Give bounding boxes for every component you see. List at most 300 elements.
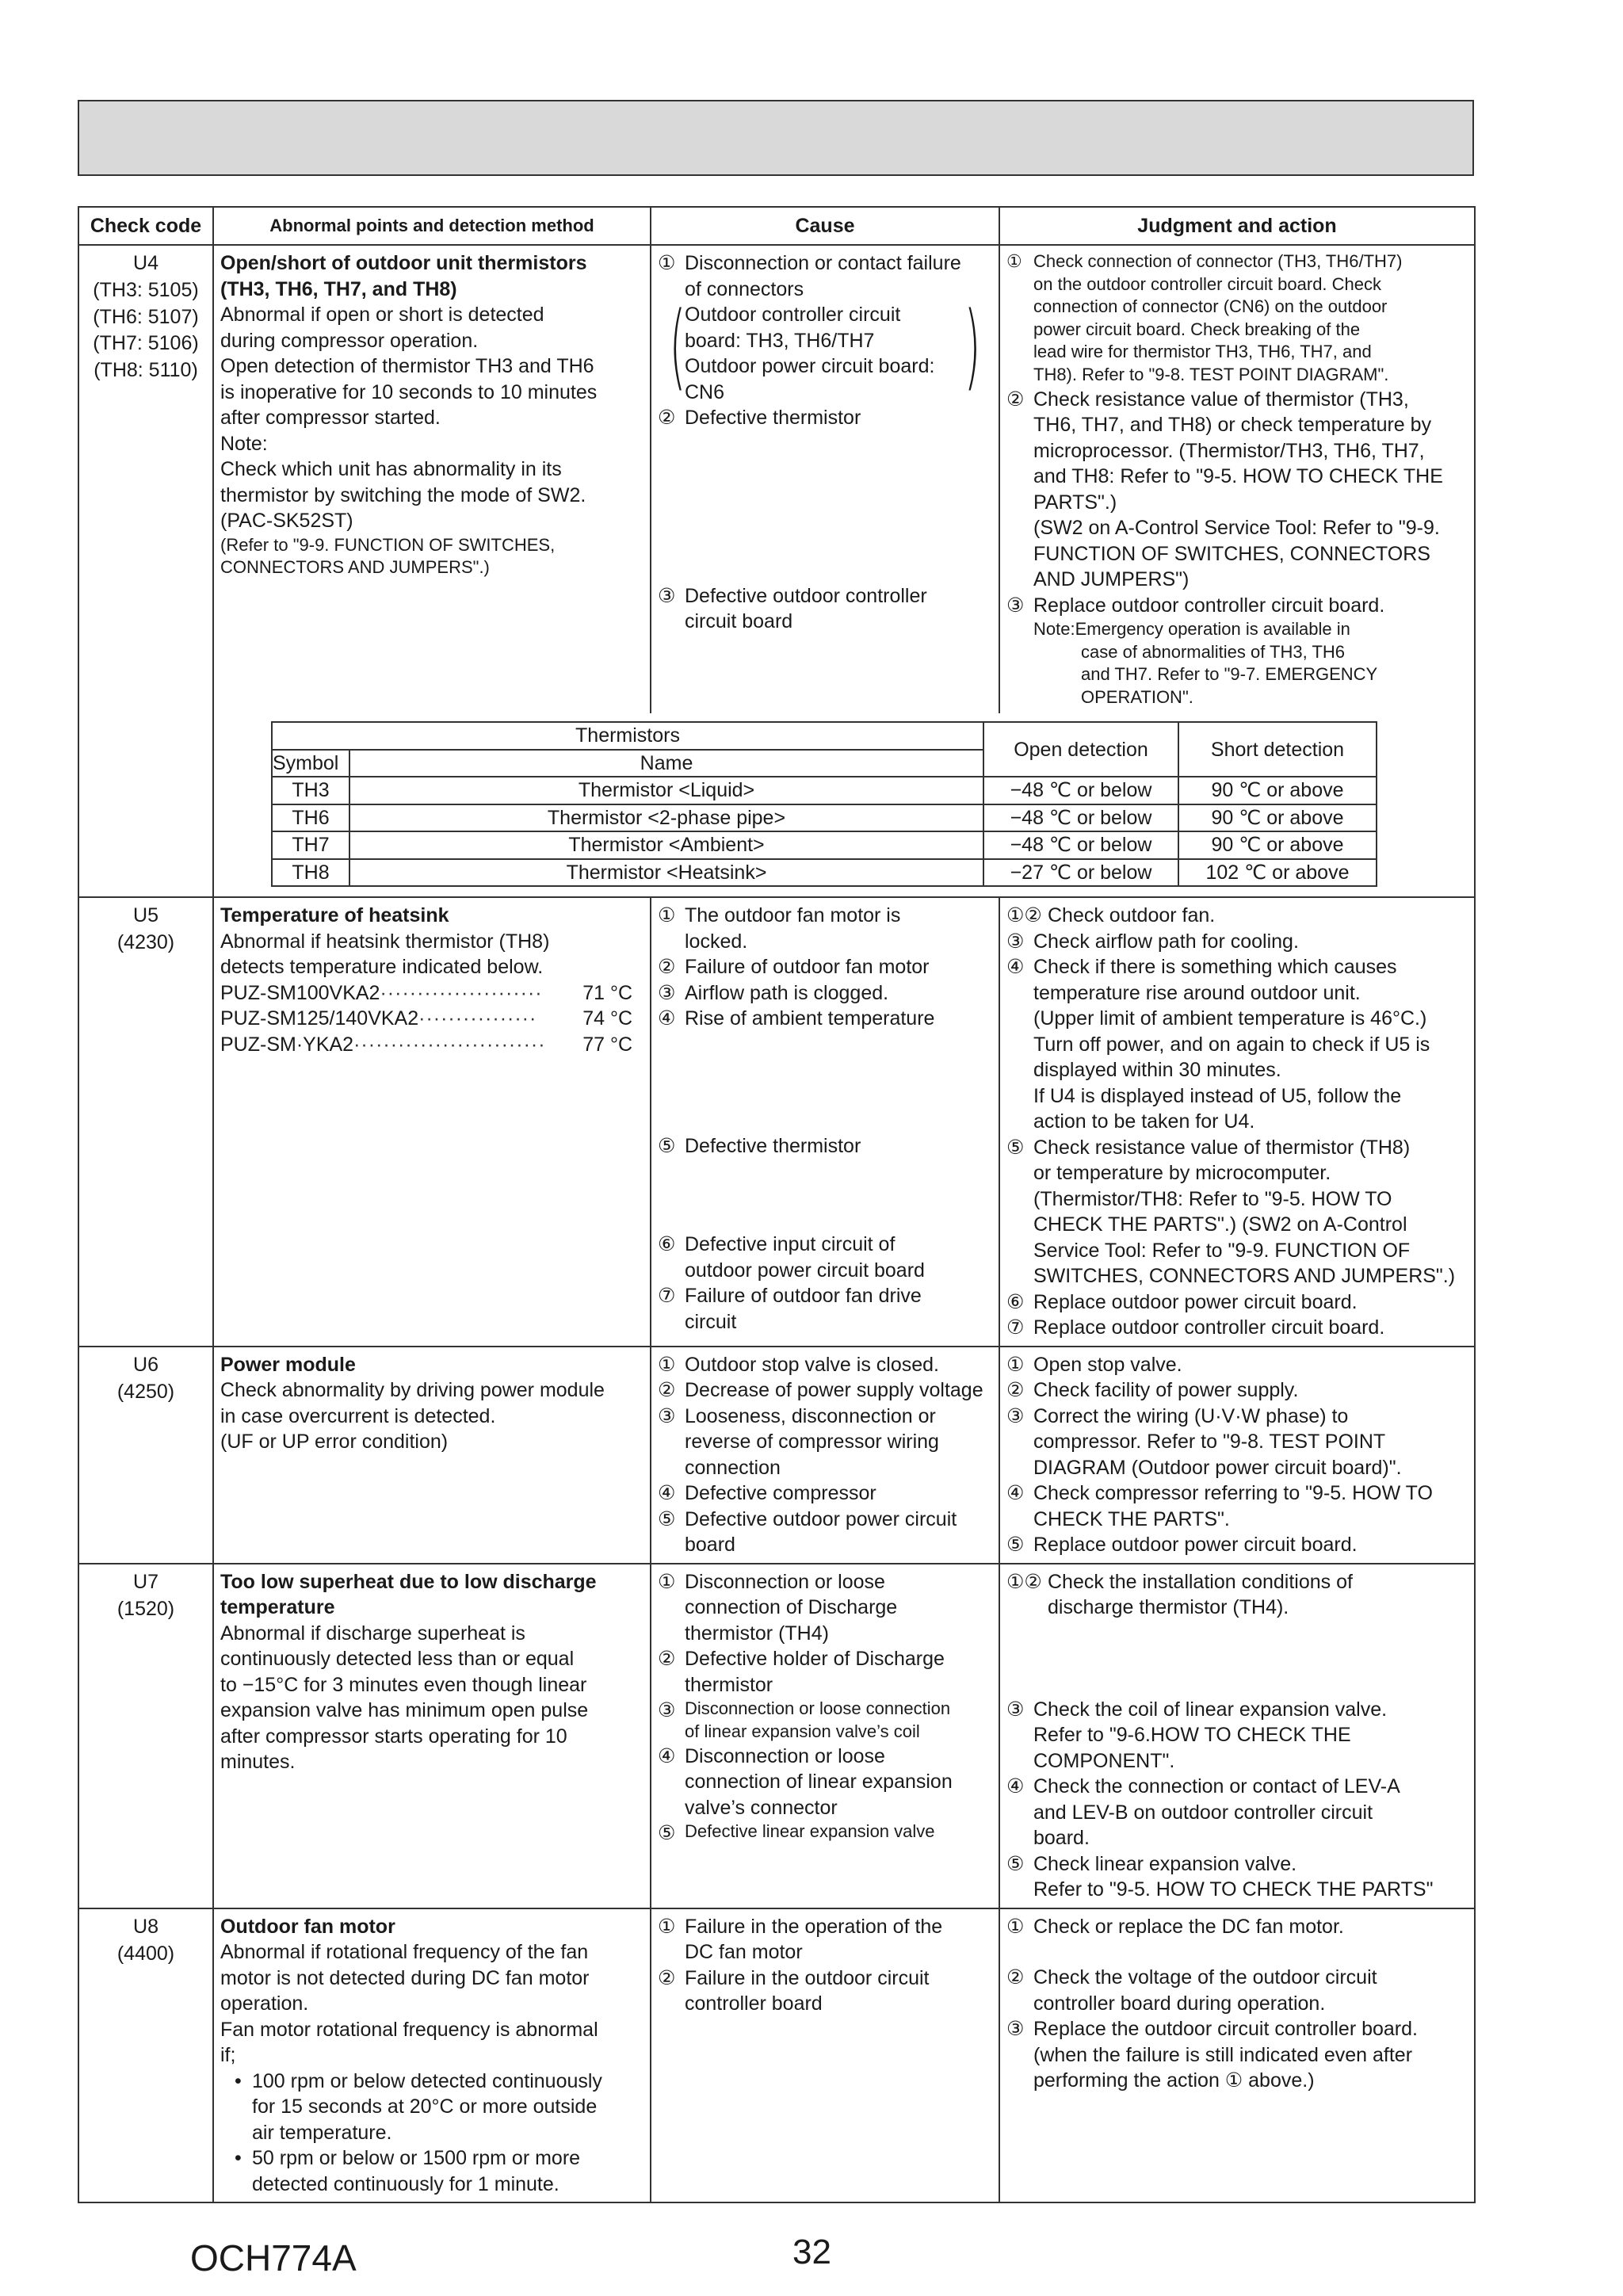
title-line: Open/short of outdoor unit thermistors xyxy=(220,252,587,274)
item-number: ③ xyxy=(1006,1404,1025,1427)
item-number: ② xyxy=(658,407,676,429)
item-line: board xyxy=(685,1534,735,1557)
thermistor-table xyxy=(271,721,1377,887)
text-line: continuously detected less than or equal xyxy=(220,1648,575,1671)
table-header-row xyxy=(78,207,1475,245)
item-text xyxy=(1033,593,1468,709)
model-name: PUZ-SM125/140VKA2 xyxy=(220,1007,419,1030)
row-u6 xyxy=(78,1347,1475,1564)
check-code-line: U4 xyxy=(133,252,158,274)
col-judgment: Judgment and action xyxy=(999,207,1475,245)
model-temperature: 71 °C xyxy=(582,981,632,1004)
thermistor-short: 102 ℃ or above xyxy=(1178,859,1377,887)
item-line: Turn off power, and on again to check if U5 is xyxy=(1033,1033,1430,1056)
numbered-item xyxy=(1006,1965,1468,2016)
item-number: ⑤ xyxy=(658,1134,676,1157)
numbered-item xyxy=(1006,954,1468,1135)
item-text xyxy=(685,1480,992,1507)
item-number: ⑤ xyxy=(658,1822,676,1845)
text-line: expansion valve has minimum open pulse xyxy=(220,1699,589,1722)
model-name: PUZ-SM·YKA2 xyxy=(220,1033,354,1056)
text-line: Note: xyxy=(220,432,268,455)
item-line: Check the coil of linear expansion valve. xyxy=(1033,1698,1388,1721)
thermistor-symbol-header: Symbol xyxy=(272,750,349,777)
lines-block xyxy=(220,1377,643,1455)
item-text xyxy=(685,1232,992,1283)
numbered-item xyxy=(1006,1315,1468,1341)
item-number: ③ xyxy=(1006,930,1025,953)
item-number: ③ xyxy=(658,981,676,1004)
text-line: Outdoor controller circuit xyxy=(685,304,901,326)
item-line: Outdoor stop valve is closed. xyxy=(685,1353,939,1376)
item-number: ① xyxy=(658,1570,676,1593)
item-line: Replace the outdoor circuit controller board. xyxy=(1033,2018,1418,2041)
bullet-mark: • xyxy=(235,2147,242,2170)
thermistor-open-header: Open detection xyxy=(983,722,1178,777)
check-code-line: (TH3: 5105) xyxy=(93,278,199,301)
item-line: Check the installation conditions of xyxy=(1048,1570,1353,1593)
page-number: 32 xyxy=(792,2233,831,2271)
codes-block xyxy=(86,903,206,957)
item-line: microprocessor. (Thermistor/TH3, TH6, TH7, xyxy=(1033,439,1425,462)
item-text xyxy=(685,1006,992,1032)
item-line: Check the voltage of the outdoor circuit xyxy=(1033,1966,1377,1989)
item-text xyxy=(685,1283,992,1335)
text-line: Check abnormality by driving power module xyxy=(220,1379,605,1402)
item-line: Rise of ambient temperature xyxy=(685,1007,935,1030)
leader-dots: ······················ xyxy=(380,981,543,1004)
item-number: ② xyxy=(658,1379,676,1402)
u6-title: Power module xyxy=(220,1353,356,1376)
item-line: Check resistance value of thermistor (TH8) xyxy=(1033,1136,1411,1159)
item-line: PARTS".) xyxy=(1033,491,1117,514)
numbered-block xyxy=(1006,593,1468,709)
thermistor-row xyxy=(272,831,1377,859)
item-text xyxy=(1033,1352,1468,1378)
row-u4 xyxy=(78,245,1475,713)
code-u7 xyxy=(78,1564,213,1908)
title-line: (TH3, TH6, TH7, and TH8) xyxy=(220,277,457,300)
item-line: SWITCHES, CONNECTORS AND JUMPERS".) xyxy=(1033,1265,1456,1288)
check-code-line: U8 xyxy=(133,1915,158,1938)
thermistor-header-row xyxy=(272,722,1377,750)
numbered-item xyxy=(658,1507,992,1558)
text-line: board: TH3, TH6/TH7 xyxy=(685,329,875,352)
col-cause: Cause xyxy=(651,207,999,245)
numbered-block xyxy=(658,405,992,431)
numbered-list xyxy=(658,903,992,1032)
item-line: and LEV-B on outdoor controller circuit xyxy=(1033,1801,1373,1824)
item-line: Looseness, disconnection or xyxy=(685,1404,936,1427)
judgment-u7 xyxy=(999,1564,1475,1908)
item-number: ⑤ xyxy=(1006,1534,1025,1557)
numbered-item xyxy=(1006,387,1468,593)
item-line: Disconnection or loose xyxy=(685,1744,885,1767)
item-text xyxy=(685,1569,992,1647)
item-line: connection of Discharge xyxy=(685,1596,898,1619)
cause-u4 xyxy=(651,245,999,713)
text-line: in case overcurrent is detected. xyxy=(220,1404,496,1427)
item-text xyxy=(1033,1965,1468,2016)
lines-block xyxy=(685,302,965,405)
numbered-item xyxy=(658,250,992,302)
item-number: ⑤ xyxy=(1006,1136,1025,1159)
u5-title: Temperature of heatsink xyxy=(220,904,449,927)
thermistor-rows xyxy=(272,777,1377,886)
item-line: and TH7. Refer to "9-7. EMERGENCY xyxy=(1081,664,1378,685)
item-number: ② xyxy=(658,1966,676,1989)
title-line: temperature xyxy=(220,1596,335,1619)
item-number: ⑦ xyxy=(658,1285,676,1308)
cause-u4-paren: ( ) Outdoor controller circuit board: TH3, TH6/TH7 Outdoor power circuit board: CN6 xyxy=(658,302,992,405)
item-line: connection of connector (CN6) on the outdoor xyxy=(1033,296,1388,317)
thermistor-short: 90 ℃ or above xyxy=(1178,777,1377,804)
model-line xyxy=(220,980,632,1007)
item-line: Defective outdoor controller xyxy=(685,584,927,607)
thermistor-symbol: TH8 xyxy=(272,859,349,887)
item-line: locked. xyxy=(685,930,748,953)
item-line: Correct the wiring (U·V·W phase) to xyxy=(1033,1404,1349,1427)
item-line: connection xyxy=(685,1456,781,1479)
numbered-item xyxy=(658,980,992,1007)
lines-block xyxy=(220,534,643,579)
numbered-item xyxy=(1006,1914,1468,1940)
item-line: reverse of compressor wiring xyxy=(685,1431,939,1454)
text-line: Abnormal if heatsink thermistor (TH8) xyxy=(220,930,550,953)
numbered-item xyxy=(658,1646,992,1698)
item-line: Replace outdoor power circuit board. xyxy=(1033,1290,1358,1313)
item-line: circuit xyxy=(685,1310,737,1333)
text-line: detects temperature indicated below. xyxy=(220,956,544,979)
item-text xyxy=(685,1966,992,2017)
numbered-item xyxy=(1006,1135,1468,1289)
item-text xyxy=(685,1820,992,1847)
text-line: (PAC-SK52ST) xyxy=(220,510,353,532)
numbered-item xyxy=(1006,1774,1468,1851)
numbered-list xyxy=(658,1352,992,1558)
item-text xyxy=(1048,1569,1468,1621)
judgment-u6 xyxy=(999,1347,1475,1564)
thermistor-name: Thermistor <2-phase pipe> xyxy=(349,804,983,832)
item-text xyxy=(1033,1377,1468,1404)
item-line: outdoor power circuit board xyxy=(685,1259,925,1282)
leader-dots: ·························· xyxy=(353,1033,546,1056)
title-line: Too low superheat due to low discharge xyxy=(220,1570,597,1593)
numbered-item xyxy=(658,1744,992,1821)
numbered-item xyxy=(1006,2016,1468,2094)
item-number: ① xyxy=(1006,1915,1025,1938)
numbered-item xyxy=(658,1914,992,1966)
bullet-text xyxy=(252,2145,580,2197)
item-line: thermistor xyxy=(685,1673,773,1696)
item-text xyxy=(685,1404,992,1481)
item-number: ① xyxy=(658,252,676,274)
item-text xyxy=(1033,1404,1468,1481)
item-line: Defective compressor xyxy=(685,1482,876,1505)
item-line: Check resistance value of thermistor (TH3, xyxy=(1033,388,1409,411)
numbered-item xyxy=(1006,903,1468,929)
item-line: TH6, TH7, and TH8) or check temperature by xyxy=(1033,414,1432,437)
text-line: is inoperative for 10 seconds to 10 minutes xyxy=(220,380,598,403)
item-text xyxy=(685,1744,992,1821)
header-bar xyxy=(78,100,1474,176)
item-line: Failure of outdoor fan motor xyxy=(685,956,930,979)
numbered-list xyxy=(658,1232,992,1335)
model-temperature: 77 °C xyxy=(582,1033,632,1056)
model-line xyxy=(220,1006,632,1032)
numbered-item xyxy=(658,1404,992,1481)
thermistor-open: −48 ℃ or below xyxy=(983,831,1178,859)
text-line: Fan motor rotational frequency is abnormal xyxy=(220,2018,598,2041)
check-code-line: (1520) xyxy=(116,1597,175,1620)
item-number: ① xyxy=(1006,1353,1025,1376)
item-text xyxy=(685,405,992,431)
item-line: CHECK THE PARTS".) (SW2 on A-Control xyxy=(1033,1213,1407,1236)
text-line: (UF or UP error condition) xyxy=(220,1431,449,1454)
item-number: ⑤ xyxy=(1006,1852,1025,1875)
thermistor-cell xyxy=(213,713,1475,897)
cause-u5 xyxy=(651,897,999,1347)
item-line: controller board xyxy=(685,1992,823,2015)
numbered-list xyxy=(658,1914,992,2017)
item-line: compressor. Refer to "9-8. TEST POINT xyxy=(1033,1431,1386,1454)
bullet-item xyxy=(220,2069,643,2146)
numbered-item xyxy=(658,1232,992,1283)
item-line: Check if there is something which causes xyxy=(1033,956,1397,979)
bullet-item xyxy=(220,2145,643,2197)
numbered-item xyxy=(658,405,992,431)
item-line: Airflow path is clogged. xyxy=(685,981,889,1004)
abnormal-u5 xyxy=(213,897,651,1347)
code-u4 xyxy=(78,245,213,897)
bullet-line: air temperature. xyxy=(252,2121,392,2144)
item-line: Check linear expansion valve. xyxy=(1033,1852,1297,1875)
item-line: Defective thermistor xyxy=(685,1134,861,1157)
item-line: (SW2 on A-Control Service Tool: Refer to "9-9. xyxy=(1033,517,1440,540)
check-code-line: (4250) xyxy=(116,1380,175,1403)
numbered-item xyxy=(658,903,992,954)
numbered-item xyxy=(1006,1289,1468,1316)
cause-u6 xyxy=(651,1347,999,1564)
item-text xyxy=(685,1914,992,1966)
thermistor-name: Thermistor <Liquid> xyxy=(349,777,983,804)
item-line: The outdoor fan motor is xyxy=(685,904,901,927)
item-number: ④ xyxy=(658,1744,676,1767)
item-line: thermistor (TH4) xyxy=(685,1622,829,1645)
item-line: If U4 is displayed instead of U5, follow the xyxy=(1033,1084,1402,1107)
item-line: Failure in the outdoor circuit xyxy=(685,1966,930,1989)
text-line: to −15°C for 3 minutes even though linear xyxy=(220,1673,587,1696)
bullet-mark: • xyxy=(235,2069,242,2092)
abnormal-u8 xyxy=(213,1908,651,2203)
cause-u7 xyxy=(651,1564,999,1908)
text-line: Open detection of thermistor TH3 and TH6 xyxy=(220,355,594,377)
item-number: ⑥ xyxy=(658,1233,676,1256)
numbered-item xyxy=(1006,1480,1468,1532)
check-code-line: (4230) xyxy=(116,931,175,954)
u5-model-list xyxy=(220,980,632,1058)
text-line: if; xyxy=(220,2044,236,2067)
item-number: ④ xyxy=(1006,956,1025,979)
item-line: Failure of outdoor fan drive xyxy=(685,1285,922,1308)
model-name: PUZ-SM100VKA2 xyxy=(220,981,380,1004)
numbered-item xyxy=(658,1966,992,2017)
item-text xyxy=(1048,903,1468,929)
item-number: ④ xyxy=(1006,1482,1025,1505)
bullet-line: detected continuously for 1 minute. xyxy=(252,2172,559,2195)
text-line: Abnormal if discharge superheat is xyxy=(220,1622,525,1645)
thermistor-group-header: Thermistors xyxy=(272,722,983,750)
item-line: displayed within 30 minutes. xyxy=(1033,1059,1281,1082)
text-line: CONNECTORS AND JUMPERS".) xyxy=(220,557,490,578)
item-line: DC fan motor xyxy=(685,1941,803,1964)
numbered-item xyxy=(1006,1352,1468,1378)
item-line: Failure in the operation of the xyxy=(685,1915,943,1938)
item-line: Service Tool: Refer to "9-9. FUNCTION OF xyxy=(1033,1239,1411,1262)
item-line: temperature rise around outdoor unit. xyxy=(1033,981,1361,1004)
item-line: AND JUMPERS") xyxy=(1033,568,1190,591)
item-line: controller board during operation. xyxy=(1033,1992,1326,2015)
thermistor-row xyxy=(272,859,1377,887)
item-text xyxy=(685,1507,992,1558)
item-text xyxy=(1033,1532,1468,1558)
item-number: ①② xyxy=(1006,1570,1042,1593)
item-number: ① xyxy=(658,1353,676,1376)
numbered-list xyxy=(1006,1697,1468,1903)
item-number: ② xyxy=(658,956,676,979)
item-number: ② xyxy=(1006,1966,1025,1989)
thermistor-name: Thermistor <Ambient> xyxy=(349,831,983,859)
numbered-list xyxy=(1006,1569,1468,1621)
item-line: Check connection of connector (TH3, TH6/TH7) xyxy=(1033,251,1403,271)
item-line: FUNCTION OF SWITCHES, CONNECTORS xyxy=(1033,542,1430,565)
item-line: (when the failure is still indicated even after xyxy=(1033,2043,1413,2066)
text-line: motor is not detected during DC fan motor xyxy=(220,1966,590,1989)
numbered-item xyxy=(658,1377,992,1404)
thermistor-short-header: Short detection xyxy=(1178,722,1377,777)
item-line: board. xyxy=(1033,1827,1090,1850)
check-code-line: (TH6: 5107) xyxy=(93,305,199,328)
lines-block xyxy=(220,1939,643,2069)
item-number: ③ xyxy=(1006,2018,1025,2041)
thermistor-open: −48 ℃ or below xyxy=(983,777,1178,804)
item-line: action to be taken for U4. xyxy=(1033,1110,1255,1133)
item-line: Replace outdoor controller circuit board. xyxy=(1033,594,1385,617)
thermistor-row xyxy=(272,804,1377,832)
codes-block xyxy=(86,1914,206,1968)
item-line: Check or replace the DC fan motor. xyxy=(1033,1915,1344,1938)
item-number: ④ xyxy=(1006,1775,1025,1798)
abnormal-u4 xyxy=(213,245,651,713)
numbered-item xyxy=(658,1133,992,1159)
item-line: discharge thermistor (TH4). xyxy=(1048,1596,1289,1619)
item-line: Defective outdoor power circuit xyxy=(685,1507,957,1530)
numbered-block xyxy=(658,583,992,635)
item-number: ② xyxy=(1006,1379,1025,1402)
item-line: power circuit board. Check breaking of the xyxy=(1033,319,1361,339)
lines-block xyxy=(220,1621,643,1775)
item-line: TH8). Refer to "9-8. TEST POINT DIAGRAM". xyxy=(1033,364,1389,384)
numbered-item xyxy=(658,1006,992,1032)
item-number: ③ xyxy=(658,1699,676,1722)
thermistor-symbol: TH3 xyxy=(272,777,349,804)
item-number: ③ xyxy=(658,584,676,607)
item-text xyxy=(1033,1135,1468,1289)
item-line: Replace outdoor power circuit board. xyxy=(1033,1534,1358,1557)
item-text xyxy=(685,1698,992,1743)
text-line: operation. xyxy=(220,1992,309,2015)
item-line: circuit board xyxy=(685,610,793,632)
numbered-list xyxy=(658,1569,992,1847)
u8-bullet-list xyxy=(220,2069,643,2198)
text-line: Abnormal if rotational frequency of the fan xyxy=(220,1941,589,1964)
item-line: of connectors xyxy=(685,277,804,300)
item-line: Disconnection or loose xyxy=(685,1570,885,1593)
thermistor-open: −27 ℃ or below xyxy=(983,859,1178,887)
numbered-item xyxy=(1006,1377,1468,1404)
numbered-item xyxy=(1006,1532,1468,1558)
numbered-item xyxy=(1006,1697,1468,1775)
item-line: Check compressor referring to "9-5. HOW TO xyxy=(1033,1482,1433,1505)
text-line: during compressor operation. xyxy=(220,329,479,352)
abnormal-u6 xyxy=(213,1347,651,1564)
check-code-line: U5 xyxy=(133,904,158,927)
check-code-line: (TH8: 5110) xyxy=(94,359,198,381)
item-line: Defective linear expansion valve xyxy=(685,1821,935,1842)
item-text xyxy=(1033,250,1468,387)
item-line: Note:Emergency operation is available in xyxy=(1033,619,1350,640)
numbered-list xyxy=(658,1133,992,1159)
item-number: ⑥ xyxy=(1006,1290,1025,1313)
item-line: case of abnormalities of TH3, TH6 xyxy=(1081,641,1346,662)
numbered-item xyxy=(658,954,992,980)
numbered-item xyxy=(658,1480,992,1507)
lines-block xyxy=(220,302,643,534)
item-line: valve’s connector xyxy=(685,1796,838,1819)
numbered-item xyxy=(1006,1569,1468,1621)
item-text xyxy=(1033,1851,1468,1903)
item-text xyxy=(1033,1914,1468,1940)
item-line: Refer to "9-5. HOW TO CHECK THE PARTS" xyxy=(1033,1878,1434,1901)
item-line: and TH8: Refer to "9-5. HOW TO CHECK THE xyxy=(1033,465,1443,488)
item-text xyxy=(685,954,992,980)
leader-dots: ················ xyxy=(418,1007,537,1030)
numbered-item xyxy=(1006,250,1468,387)
item-line: Defective thermistor xyxy=(685,407,861,429)
thermistor-symbol: TH6 xyxy=(272,804,349,832)
numbered-list xyxy=(1006,903,1468,1341)
numbered-item xyxy=(658,583,992,635)
numbered-item xyxy=(658,1283,992,1335)
item-line: on the outdoor controller circuit board. Check xyxy=(1033,273,1382,294)
thermistor-short: 90 ℃ or above xyxy=(1178,831,1377,859)
thermistor-row xyxy=(272,777,1377,804)
numbered-item xyxy=(1006,1851,1468,1903)
lines-block xyxy=(220,929,643,980)
item-text xyxy=(1033,387,1468,593)
item-number: ④ xyxy=(658,1007,676,1030)
col-abnormal: Abnormal points and detection method xyxy=(213,207,651,245)
numbered-list xyxy=(1006,1352,1468,1558)
text-line: Outdoor power circuit board: xyxy=(685,355,935,377)
item-line: Disconnection or contact failure xyxy=(685,252,961,274)
item-line: Check the connection or contact of LEV-A xyxy=(1033,1775,1400,1798)
item-text xyxy=(1033,2016,1468,2094)
item-text xyxy=(685,1377,992,1404)
text-line: thermistor by switching the mode of SW2. xyxy=(220,483,586,506)
row-u4-thermistors xyxy=(78,713,1475,897)
item-number: ② xyxy=(658,1648,676,1671)
